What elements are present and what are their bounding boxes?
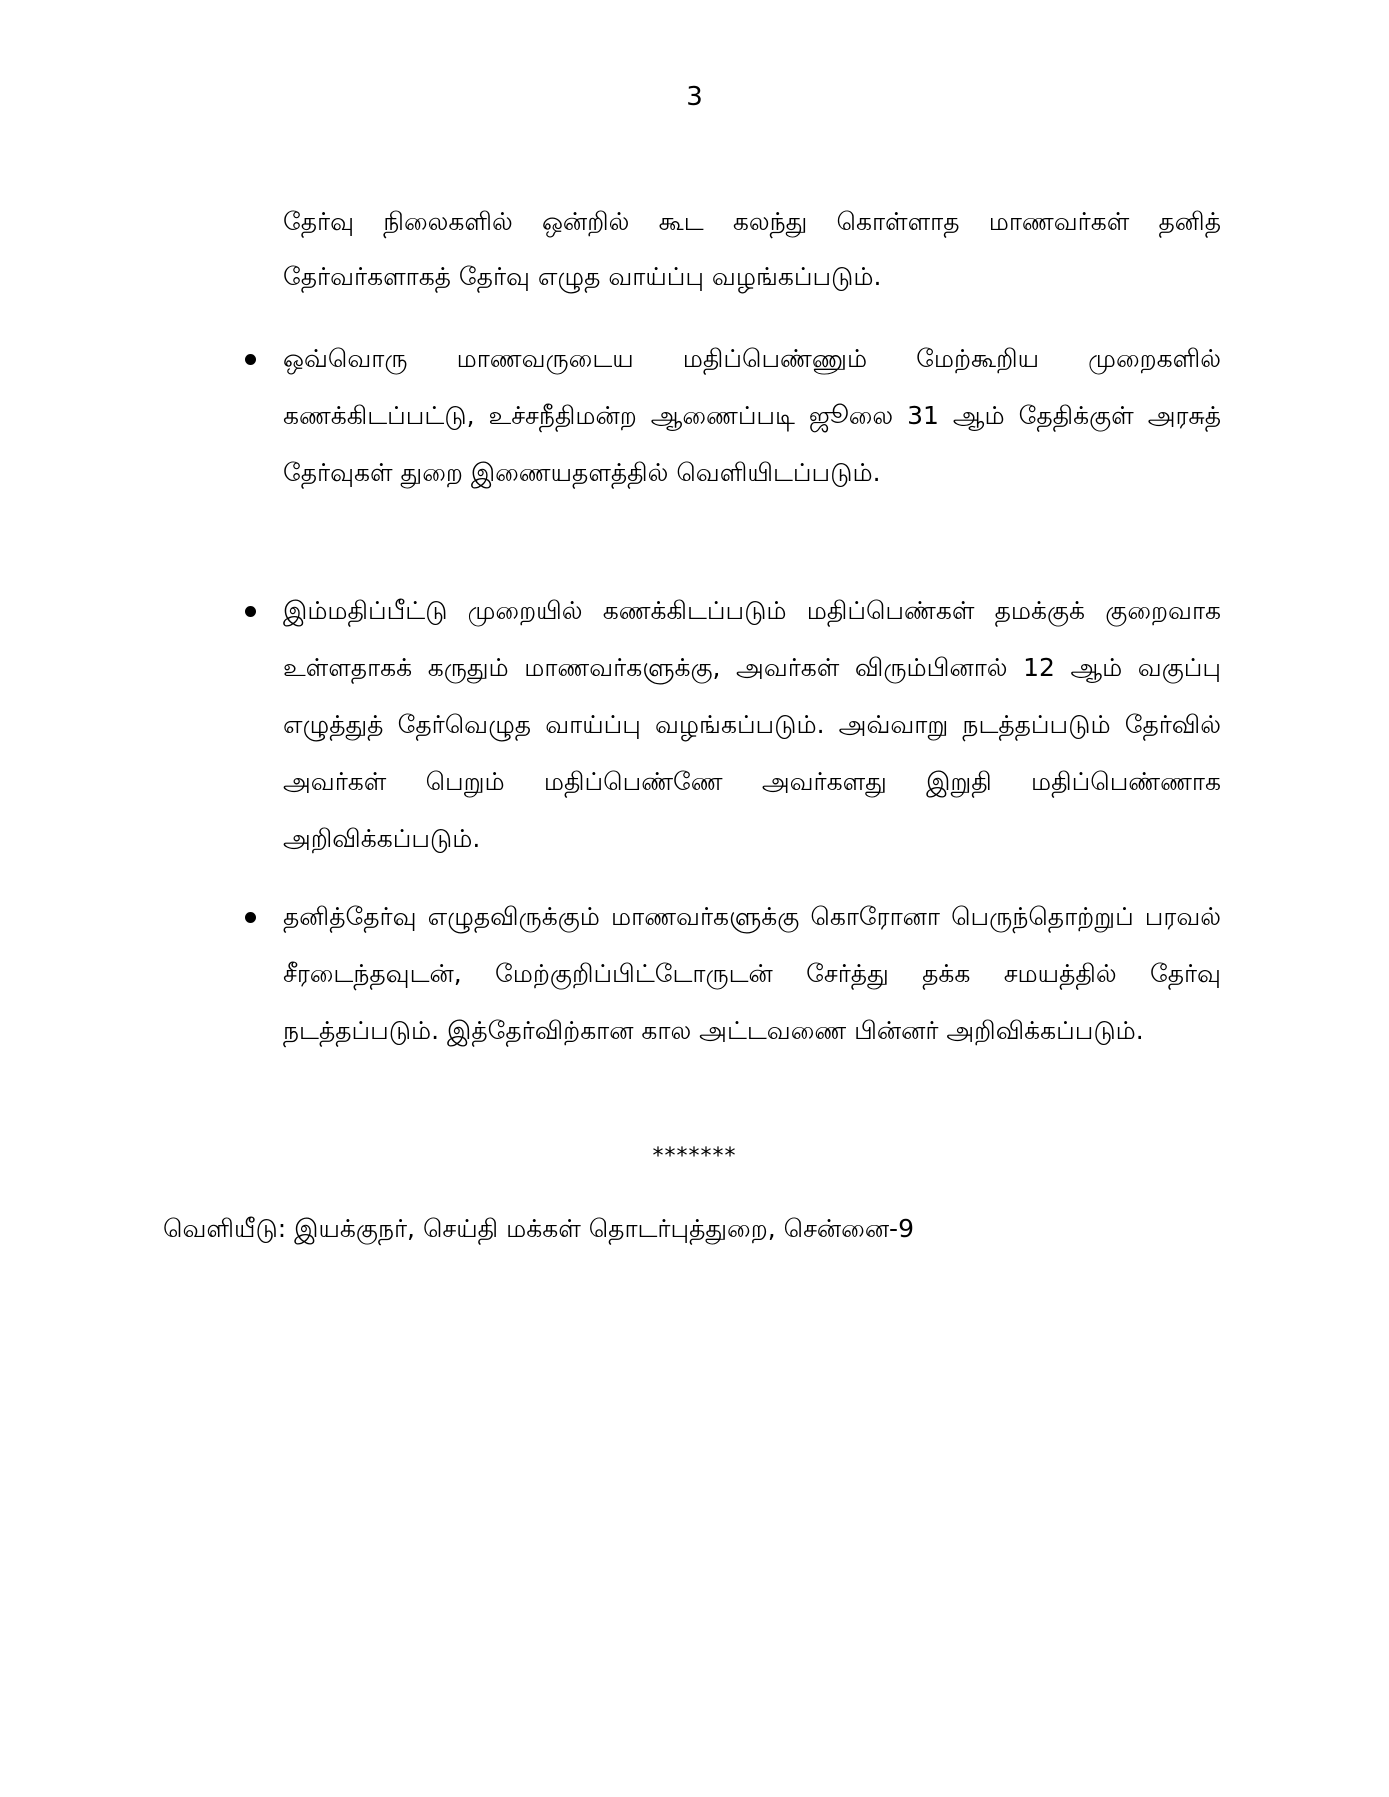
bullet-text: இம்மதிப்பீட்டு முறையில் கணக்கிடப்படும் மதிப்பெண்கள் தமக்குக் குறைவாக உள்ளதாகக் கருதும் மாணவர்களுக்கு, அவர்கள் விரும்பினால் 12 ஆம் வகுப்பு எழுத்துத் தேர்வெழுத வாய்ப்பு வழங்கப்படும். அவ்வாறு நடத்தப்படும் தேர்வில் அவர்கள் பெறும் மதிப்பெண்ணே அவர்களது இறுதி மதிப்பெண்ணாக அறிவிக்கப்படும். bbox=[283, 596, 1221, 853]
separator: ******* bbox=[652, 1144, 737, 1169]
bullet-icon bbox=[245, 912, 256, 923]
bullet-text: தனித்தேர்வு எழுதவிருக்கும் மாணவர்களுக்கு கொரோனா பெருந்தொற்றுப் பரவல் சீரடைந்தவுடன், மேற்குறிப்பிட்டோருடன் சேர்த்து தக்க சமயத்தில் தேர்வு நடத்தப்படும். இத்தேர்விற்கான கால அட்டவணை பின்னர் அறிவிக்கப்படும். bbox=[283, 902, 1221, 1045]
intro-paragraph: தேர்வு நிலைகளில் ஒன்றில் கூட கலந்து கொள்ளாத மாணவர்கள் தனித் தேர்வர்களாகத் தேர்வு எழுத வாய்ப்பு வழங்கப்படும். bbox=[283, 207, 1221, 291]
bullet-icon bbox=[245, 606, 256, 617]
bullet-icon bbox=[245, 354, 256, 365]
bullet-item-re-examination-option bbox=[283, 582, 1221, 867]
bullet-item-private-candidates bbox=[283, 888, 1221, 1059]
page-number: 3 bbox=[686, 82, 703, 112]
issuer-footer: வெளியீடு: இயக்குநர், செய்தி மக்கள் தொடர்புத்துறை, சென்னை-9 bbox=[163, 1214, 914, 1243]
bullet-text: ஒவ்வொரு மாணவருடைய மதிப்பெண்ணும் மேற்கூறிய முறைகளில் கணக்கிடப்பட்டு, உச்சநீதிமன்ற ஆணைப்படி ஜூலை 31 ஆம் தேதிக்குள் அரசுத் தேர்வுகள் துறை இணையதளத்தில் வெளியிடப்படும். bbox=[283, 344, 1221, 487]
bullet-item-results-publication bbox=[283, 330, 1221, 501]
